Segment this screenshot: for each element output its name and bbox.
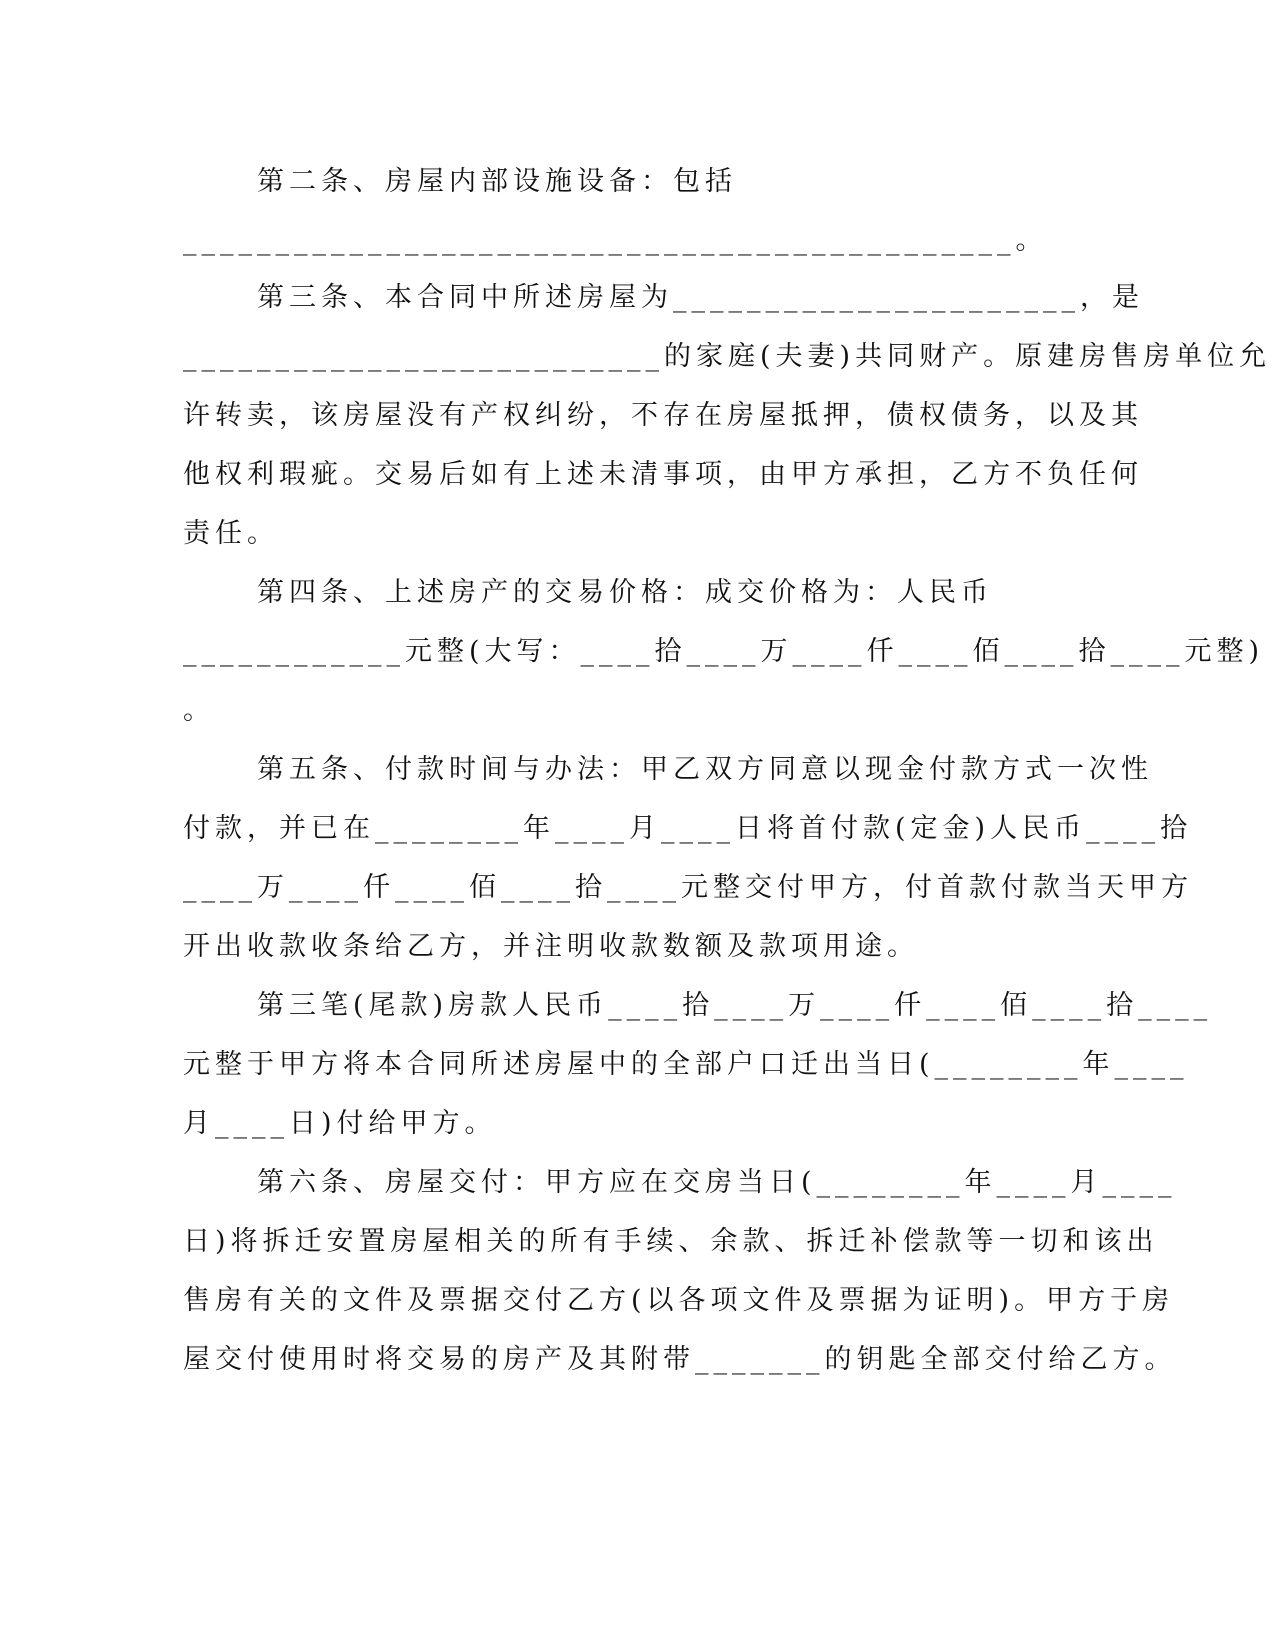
clause-3-line-1: 第三条、本合同中所述房屋为______________________，是 [257,282,1144,313]
clause-3-line-2: __________________________的家庭(夫妻)共同财产。原建房售房单位允 [183,341,1272,372]
clause-4-line-2: ____________元整(大写：____拾____万____仟____佰____拾____元整) [183,636,1265,667]
clause-5-line-2: 付款，并已在________年____月____日将首付款(定金)人民币____拾 [183,813,1193,844]
clause-4-line-3: 。 [183,695,215,726]
final-payment-line-2: 元整于甲方将本合同所述房屋中的全部户口迁出当日(________年____ [183,1049,1189,1080]
clause-6-line-1: 第六条、房屋交付：甲方应在交房当日(________年____月____ [257,1167,1177,1198]
clause-2-line-2: _____________________________________________。 [183,225,1048,256]
clause-6-line-2: 日)将拆迁安置房屋相关的所有手续、余款、拆迁补偿款等一切和该出 [183,1226,1159,1257]
clause-3-line-5: 责任。 [183,518,279,549]
clause-5-line-3: ____万____仟____佰____拾____元整交付甲方，付首款付款当天甲方 [183,872,1193,903]
final-payment-line-3: 月____日)付给甲方。 [183,1108,497,1139]
clause-5-line-4: 开出收款收条给乙方，并注明收款数额及款项用途。 [183,931,919,962]
clause-3-line-4: 他权利瑕疵。交易后如有上述未清事项，由甲方承担，乙方不负任何 [183,459,1143,490]
final-payment-line-1: 第三笔(尾款)房款人民币____拾____万____仟____佰____拾____ [257,990,1213,1021]
clause-2-line-1: 第二条、房屋内部设施设备：包括 [257,166,737,197]
clause-5-line-1: 第五条、付款时间与办法：甲乙双方同意以现金付款方式一次性 [257,754,1153,785]
clause-6-line-3: 售房有关的文件及票据交付乙方(以各项文件及票据为证明)。甲方于房 [183,1285,1175,1316]
clause-6-line-4: 屋交付使用时将交易的房产及其附带_______的钥匙全部交付给乙方。 [183,1344,1177,1375]
clause-4-line-1: 第四条、上述房产的交易价格：成交价格为：人民币 [257,577,993,608]
clause-3-line-3: 许转卖，该房屋没有产权纠纷，不存在房屋抵押，债权债务，以及其 [183,400,1143,431]
